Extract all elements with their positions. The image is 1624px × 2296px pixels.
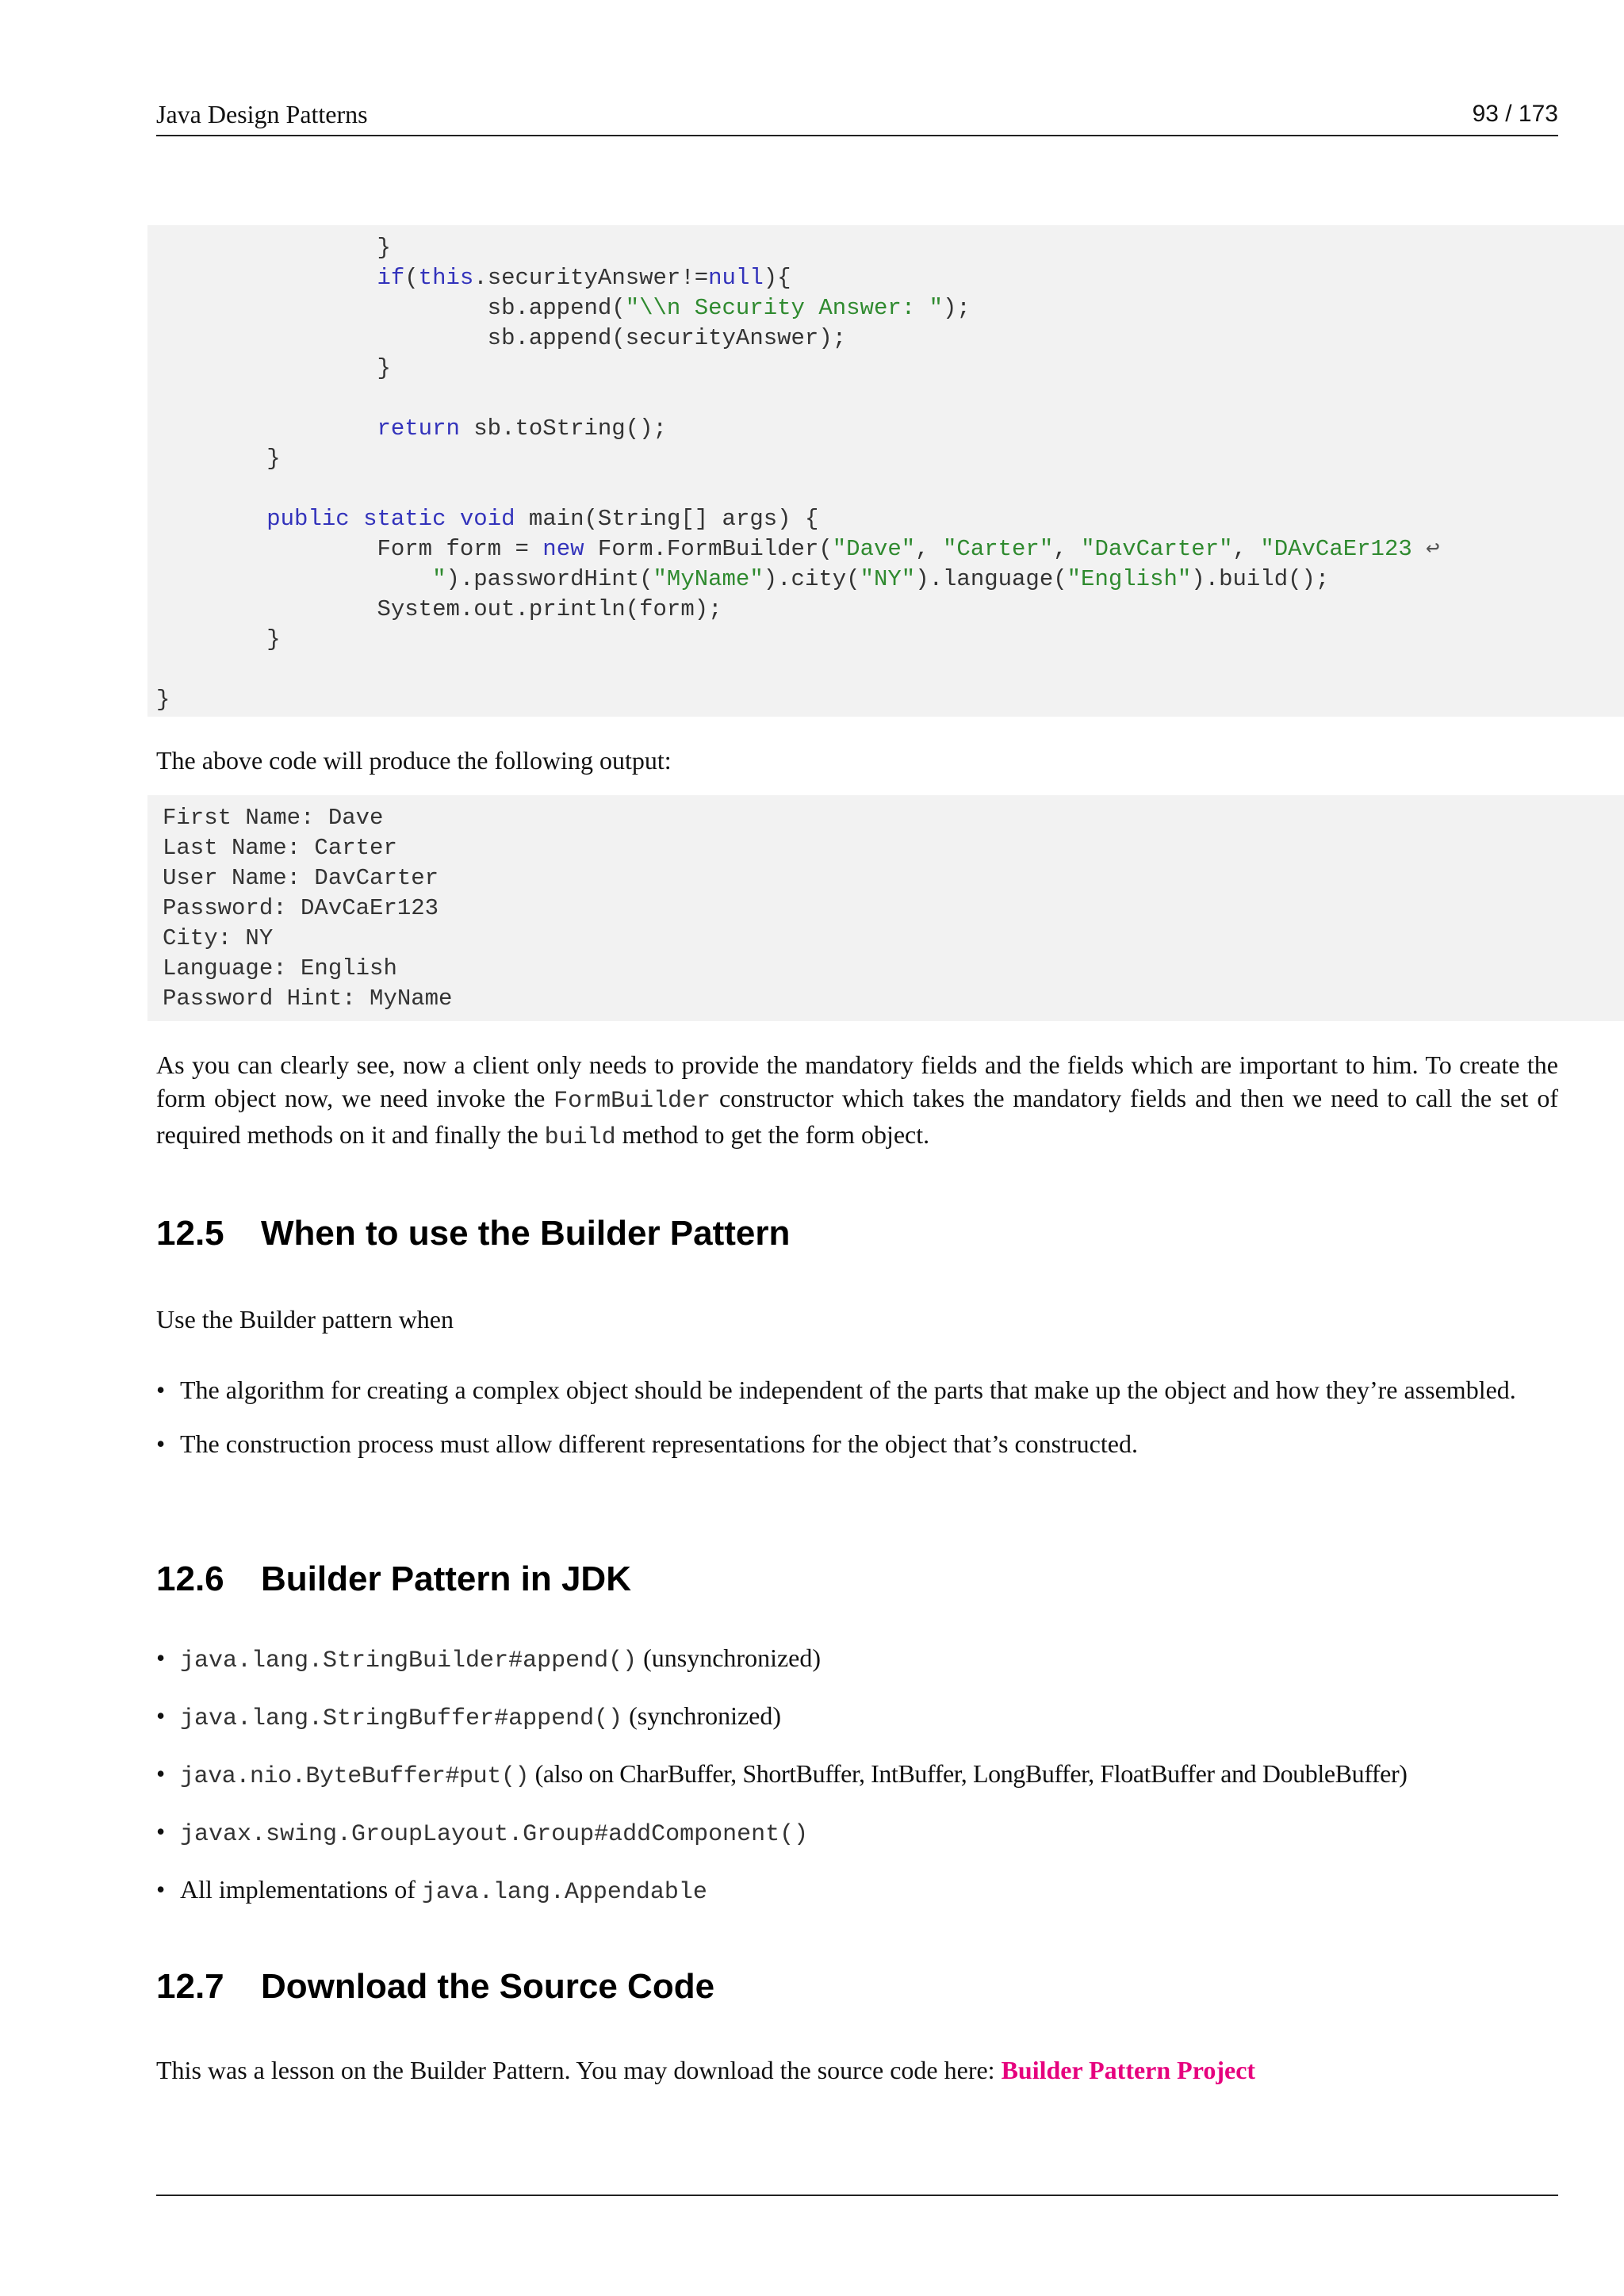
code-line [156,625,281,655]
code-string: "Dave" [832,536,916,562]
code-string: "DAvCaEr123 [1260,536,1427,562]
code-string: "Carter" [943,536,1054,562]
inline-code-formbuilder: FormBuilder [553,1088,711,1115]
code-line [156,233,391,263]
code-string: " [432,566,446,592]
section-intro: Use the Builder pattern when [156,1305,454,1334]
running-header [156,98,1558,136]
download-paragraph [156,2053,1558,2087]
code-line [156,534,1440,564]
code-string: "MyName" [653,566,764,592]
section-title: When to use the Builder Pattern [261,1214,791,1253]
code-line [156,504,818,534]
code-text: Form form = [377,536,543,562]
when-to-use-list [156,1373,1558,1460]
code-keyword: this [418,265,474,291]
page-number: 93 / 173 [1472,101,1558,127]
code-keyword: static [363,506,446,532]
code-string: "English" [1067,566,1192,592]
output-line: Password Hint: MyName [163,985,453,1012]
code-line [156,263,791,293]
explanation-text-1: As you can clearly see, now a client only needs to provide the mandatory fields and the fields which are important to him. To create the form object now, we need invoke the [156,1050,1558,1112]
section-heading-12-6 [156,1557,631,1601]
code-text: , [915,536,944,562]
code-text: , [1232,536,1261,562]
code-ref: java.lang.Appendable [421,1879,707,1906]
code-line [156,293,971,323]
code-keyword: public [266,506,350,532]
code-text: } [156,687,170,713]
code-ref: javax.swing.GroupLayout.Group#addComponent() [180,1821,809,1848]
code-text: sb.append(securityAnswer); [487,325,847,351]
code-string: "\\n Security Answer: " [625,295,943,321]
code-keyword: void [459,506,515,532]
code-text: Form.FormBuilder( [584,536,833,562]
code-keyword: return [377,415,460,442]
code-text: .securityAnswer!= [473,265,709,291]
list-item: • The algorithm for creating a complex object should be independent of the parts that make up the object and how they’re assembled. [156,1373,1558,1406]
output-line: User Name: DavCarter [163,865,439,891]
list-item [156,1873,1558,1909]
output-line: Last Name: Carter [163,835,397,861]
code-text: ).city( [763,566,860,592]
explanation-text-2: constructor which takes the mandatory fields and then we need to call the set of required methods on it and finally the [156,1084,1559,1149]
code-text: , [1053,536,1082,562]
code-text: ).passwordHint( [446,566,653,592]
code-string: "DavCarter" [1081,536,1233,562]
list-item-text: (also on CharBuffer, ShortBuffer, IntBuffer, LongBuffer, FloatBuffer and DoubleBuffer) [529,1759,1408,1788]
code-text: ).language( [915,566,1067,592]
output-intro: The above code will produce the following output: [156,746,672,775]
book-title: Java Design Patterns [156,100,368,128]
list-item-text: (synchronized) [622,1701,782,1730]
code-line [156,414,667,444]
code-text [446,506,459,532]
code-text: ){ [763,265,791,291]
code-keyword: null [708,265,764,291]
code-text: ); [942,295,971,321]
explanation-text-3: method to get the form object. [615,1120,930,1149]
output-listing [147,795,1624,1021]
explanation-paragraph [156,1048,1558,1154]
code-text: } [377,355,391,381]
download-text: This was a lesson on the Builder Pattern. You may download the source code here: [156,2056,1002,2084]
section-number: 12.7 [156,1967,224,2006]
section-heading-12-5 [156,1211,790,1256]
code-text: ).build(); [1191,566,1330,592]
code-text: System.out.println(form); [377,596,722,622]
footer-rule [156,2195,1558,2196]
output-line: Language: English [163,955,397,982]
code-string: "NY" [860,566,916,592]
list-item [156,1815,1558,1851]
list-item-text: (unsynchronized) [637,1644,822,1672]
code-line [156,685,170,715]
list-item [156,1641,1558,1678]
output-line: City: NY [163,925,274,951]
section-heading-12-7 [156,1965,714,2009]
code-text: } [266,446,281,472]
code-text [350,506,363,532]
code-text: main(String[] args) { [515,506,819,532]
list-item-prefix: All implementations of [180,1875,422,1904]
code-ref: java.lang.StringBuffer#append() [180,1705,623,1732]
builder-pattern-project-link[interactable]: Builder Pattern Project [1001,2056,1256,2084]
list-item: • The construction process must allow different representations for the object that’s constructed. [156,1427,1558,1460]
section-number: 12.6 [156,1559,224,1598]
section-number: 12.5 [156,1214,224,1253]
code-listing [147,225,1624,717]
code-keyword: if [377,265,405,291]
code-text: } [266,626,281,652]
code-text: ( [404,265,419,291]
code-line [156,595,722,625]
code-line [156,564,1329,595]
output-line: Password: DAvCaEr123 [163,895,439,921]
section-title: Builder Pattern in JDK [261,1559,631,1598]
code-line [156,354,391,384]
code-text: sb.append( [487,295,626,321]
list-item [156,1699,1558,1735]
section-title: Download the Source Code [261,1967,715,2006]
code-ref: java.lang.StringBuilder#append() [180,1647,638,1674]
code-keyword: new [542,536,584,562]
list-item [156,1757,1558,1793]
code-text: } [377,235,391,261]
jdk-examples-list [156,1641,1558,1909]
code-ref: java.nio.ByteBuffer#put() [180,1763,530,1790]
inline-code-build: build [544,1124,616,1151]
code-line [156,323,846,354]
code-text: sb.toString(); [459,415,667,442]
output-line: First Name: Dave [163,805,384,831]
code-line [156,444,281,474]
line-wrap-arrow-icon: ↩ [1426,536,1440,562]
